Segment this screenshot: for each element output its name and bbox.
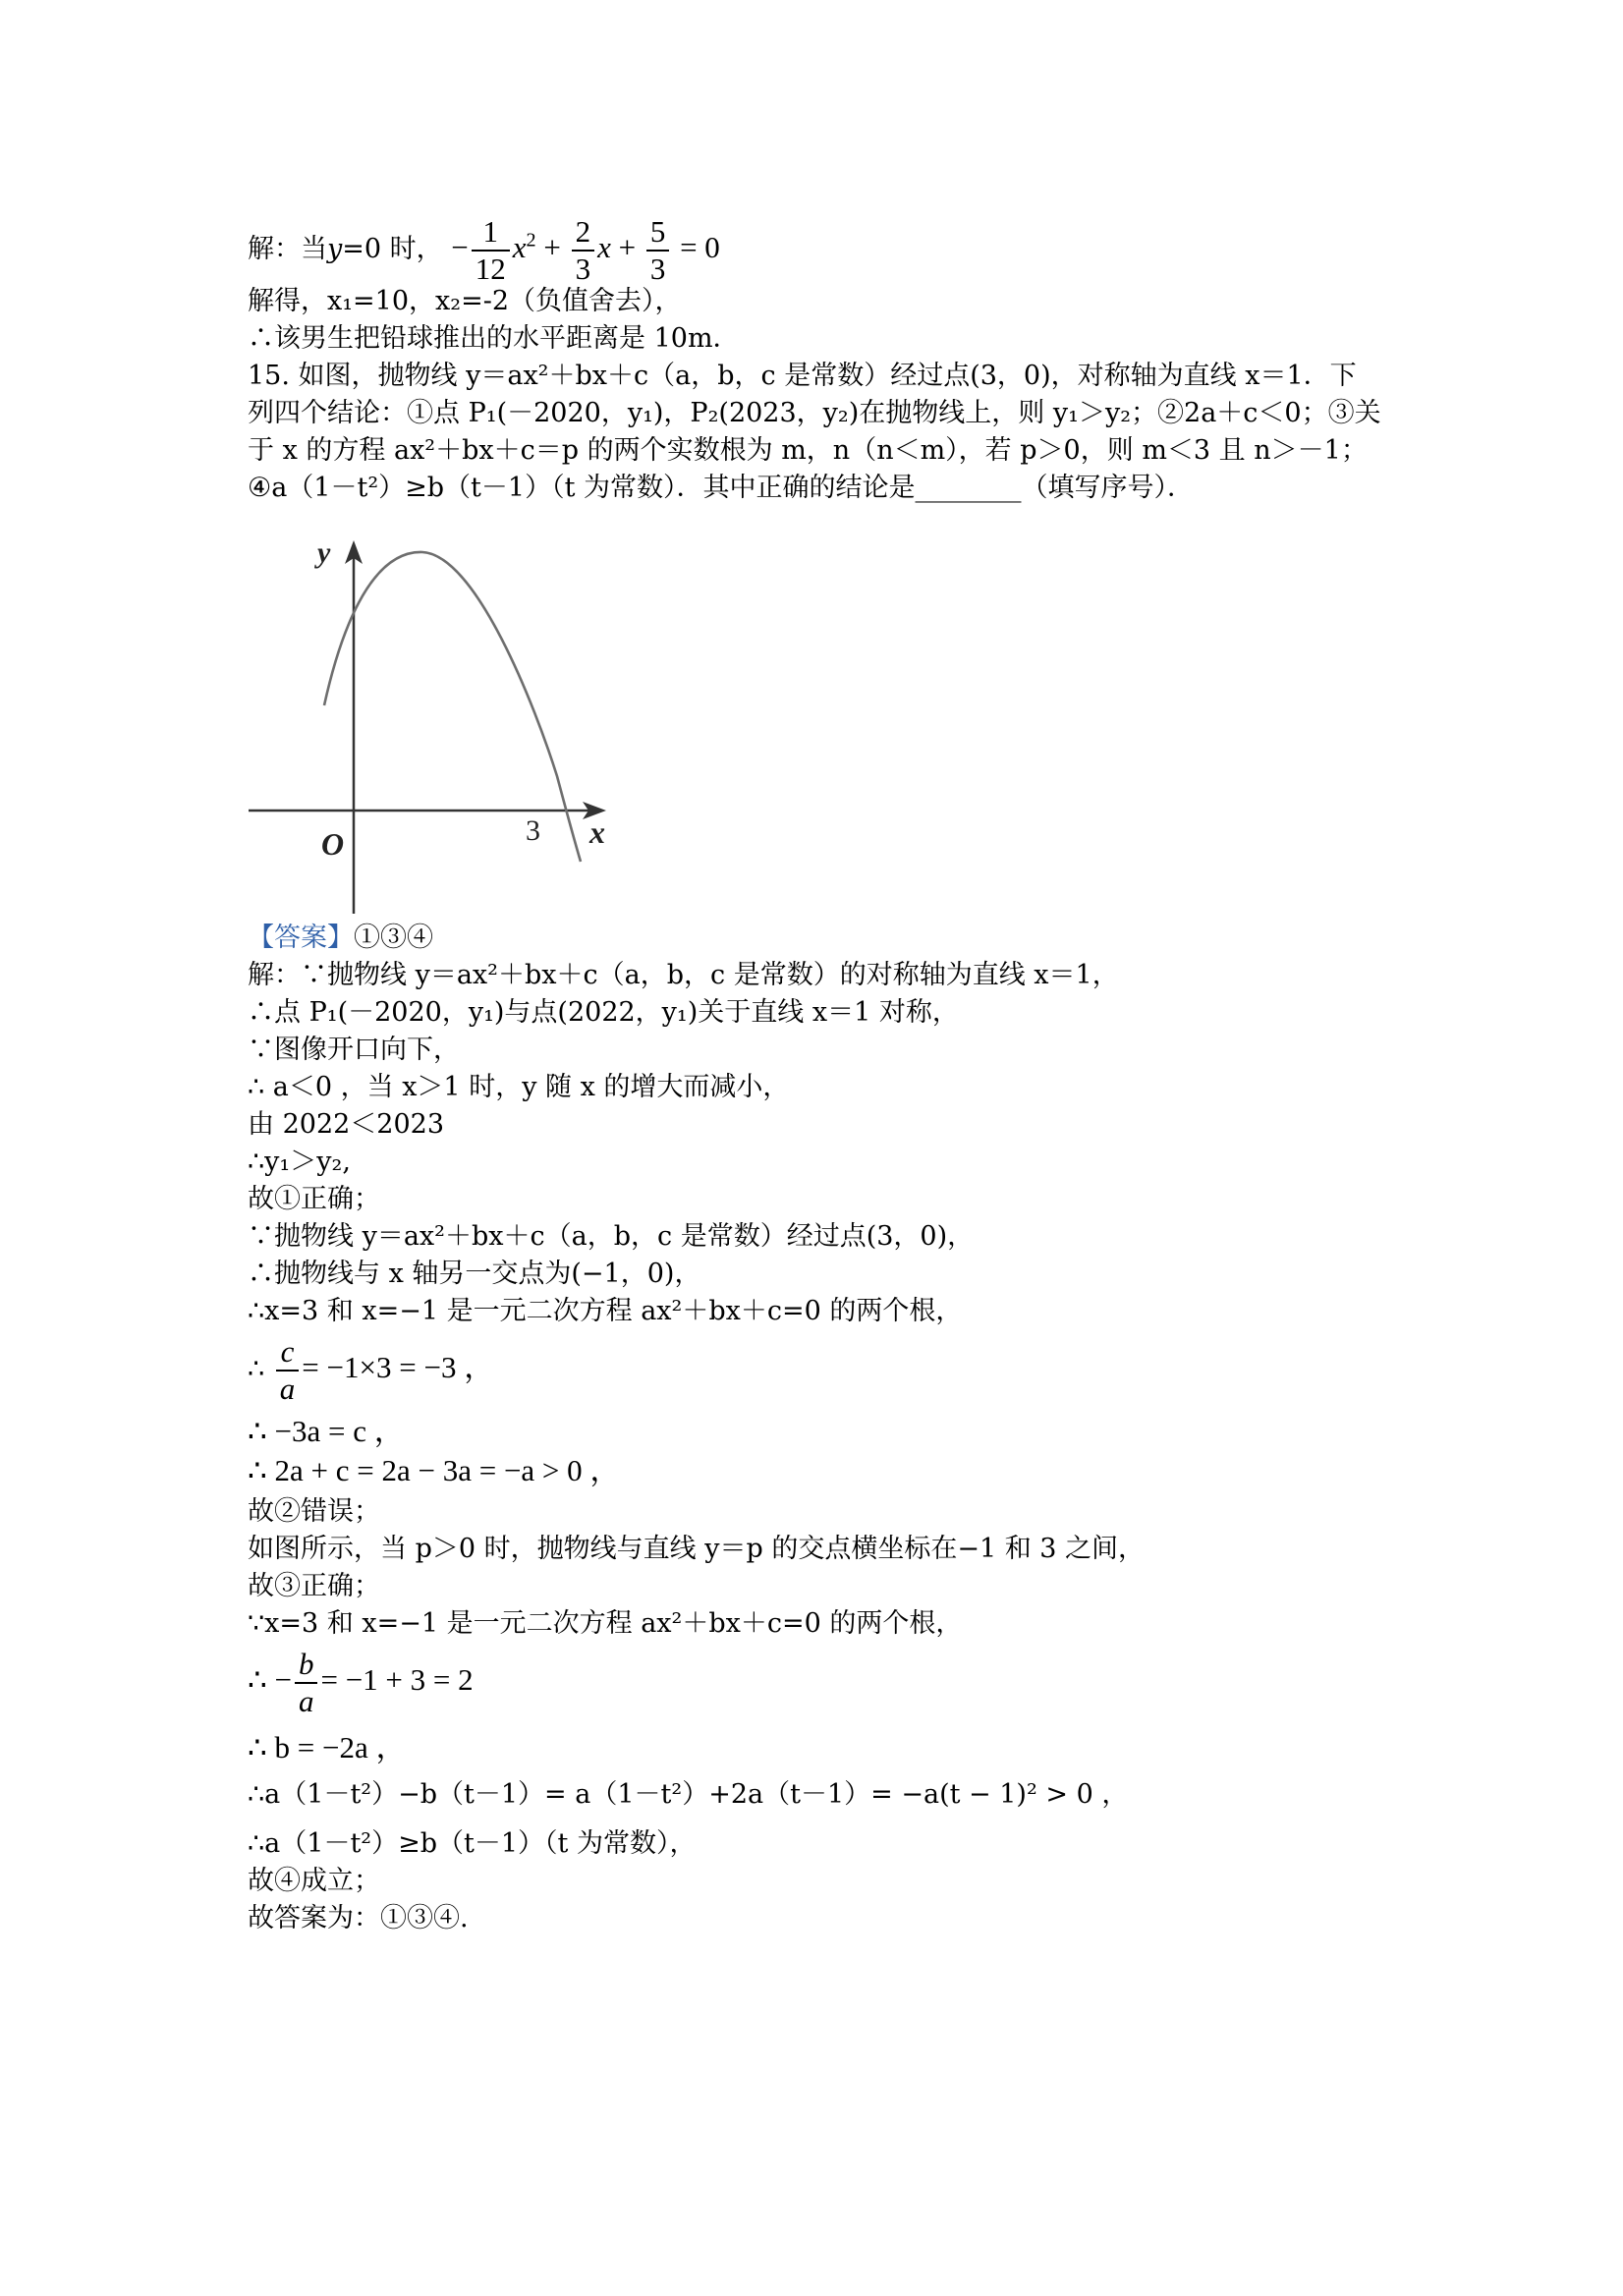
frac-den: 3 [572, 250, 595, 287]
solution-line-8: ∵抛物线 y＝ax²＋bx＋c（a，b，c 是常数）经过点(3，0)， [248, 1221, 975, 1252]
prev-solution-conclusion: ∴该男生把铅球推出的水平距离是 10m． [248, 323, 740, 354]
frac-den: a [276, 1370, 300, 1407]
frac-den: 12 [472, 250, 510, 287]
solution-line-9: ∴抛物线与 x 轴另一交点为(−1，0)， [248, 1259, 701, 1289]
frac-num: 2 [575, 214, 591, 249]
c-over-a-equation [273, 1334, 495, 1406]
prev-eq-y: y [327, 234, 343, 265]
frac-den: 3 [646, 250, 670, 287]
solution-line-10: ∴x=3 和 x=−1 是一元二次方程 ax²＋bx＋c=0 的两个根， [248, 1296, 963, 1326]
solution-line-13: ∴ 2a + c = 2a − 3a = −a > 0 ， [248, 1453, 621, 1487]
solution-line-15: 如图所示，当 p＞0 时，抛物线与直线 y＝p 的交点横坐标在−1 和 3 之间， [248, 1534, 1146, 1564]
solution-line-6: ∴y₁＞y₂, [248, 1147, 351, 1177]
b-over-a-equation [248, 1647, 474, 1718]
frac-num: 5 [649, 214, 666, 249]
solution-line-2: ∴点 P₁(－2020，y₁)与点(2022，y₁)关于直线 x＝1 对称， [248, 997, 959, 1028]
answer-value: ①③④ [354, 923, 433, 953]
question-line-1: 15. 如图，抛物线 y＝ax²＋bx＋c（a，b，c 是常数）经过点(3，0)，对称轴为直线 x＝1．下 [248, 361, 1357, 391]
frac-num: b [298, 1647, 314, 1681]
prev-eq-mid: =0 时， [342, 234, 443, 265]
equation-rest: = −1 + 3 = 2 [320, 1662, 474, 1698]
solution-line-22: 故④成立； [248, 1866, 380, 1896]
solution-line-7: 故①正确； [248, 1184, 380, 1214]
question-line-3: 于 x 的方程 ax²＋bx＋c＝p 的两个实数根为 m，n（n＜m），若 p＞0，则 m＜3 且 n＞－1； [248, 435, 1368, 466]
equation-rest: = −1×3 = −3 ， [302, 1350, 495, 1385]
solution-line-20: ∴a（1－t²）−b（t－1）= a（1－t²）+2a（t－1）= −a(t − 1)² > 0 ， [248, 1779, 1129, 1810]
prev-solution-equation [248, 214, 720, 287]
therefore-symbol: ∴ [248, 1354, 265, 1385]
solution-line-18 [248, 1647, 474, 1719]
question-line-2: 列四个结论：①点 P₁(－2020，y₁)，P₂(2023，y₂)在抛物线上，则 y₁＞y₂；②2a＋c＜0；③关 [248, 398, 1381, 428]
x-tick-3-label: 3 [526, 814, 540, 847]
y-axis-label: y [317, 536, 331, 569]
solution-line-16: 故③正确； [248, 1571, 380, 1601]
frac-den: a [295, 1682, 318, 1719]
parabola-curve [324, 552, 581, 862]
solution-line-12: ∴ −3a = c ， [248, 1414, 405, 1448]
fraction-1-12 [472, 214, 510, 287]
solution-line-4: ∴ a＜0 ，当 x＞1 时，y 随 x 的增大而减小， [248, 1072, 790, 1102]
prev-eq-prefix: 解：当 [248, 234, 327, 265]
solution-line-17: ∵x=3 和 x=−1 是一元二次方程 ax²＋bx＋c=0 的两个根， [248, 1608, 963, 1639]
frac-num: 1 [482, 214, 498, 249]
solution-line-14: 故②错误； [248, 1496, 380, 1527]
x-axis-label: x [589, 814, 605, 850]
solution-line-3: ∵图像开口向下， [248, 1035, 460, 1065]
frac-num: c [280, 1334, 295, 1369]
parabola-figure [241, 511, 624, 924]
solution-line-5: 由 2022＜2023 [248, 1109, 445, 1140]
equation-prefix: ∴ − [248, 1662, 292, 1698]
origin-label: O [321, 826, 345, 862]
fraction-5-3 [646, 214, 670, 287]
question-line-4: ④a（1－t²）≥b（t－1）（t 为常数）．其中正确的结论是________（填写序号）． [248, 473, 1195, 503]
solution-line-21: ∴a（1－t²）≥b（t－1）（t 为常数）， [248, 1828, 697, 1859]
solution-line-19: ∴ b = −2a ， [248, 1730, 407, 1764]
solution-line-23: 故答案为：①③④. [248, 1903, 469, 1933]
fraction-2-3 [572, 214, 595, 287]
answer-line [248, 920, 433, 957]
fraction-c-a [276, 1334, 300, 1407]
prev-solution-roots: 解得，x₁=10，x₂=-2（负值舍去）， [248, 286, 682, 316]
solution-line-1: 解：∵抛物线 y＝ax²＋bx＋c（a，b，c 是常数）的对称轴为直线 x＝1， [248, 960, 1119, 990]
prev-equation: − $\frac{1}{12}$ $x^2$ + $\frac{2}{3}$ x + $\frac{5}{3}$ = 0 [451, 214, 720, 286]
answer-label: 【答案】 [248, 923, 354, 953]
solution-line-11 [248, 1334, 494, 1407]
fraction-b-a [295, 1647, 318, 1719]
